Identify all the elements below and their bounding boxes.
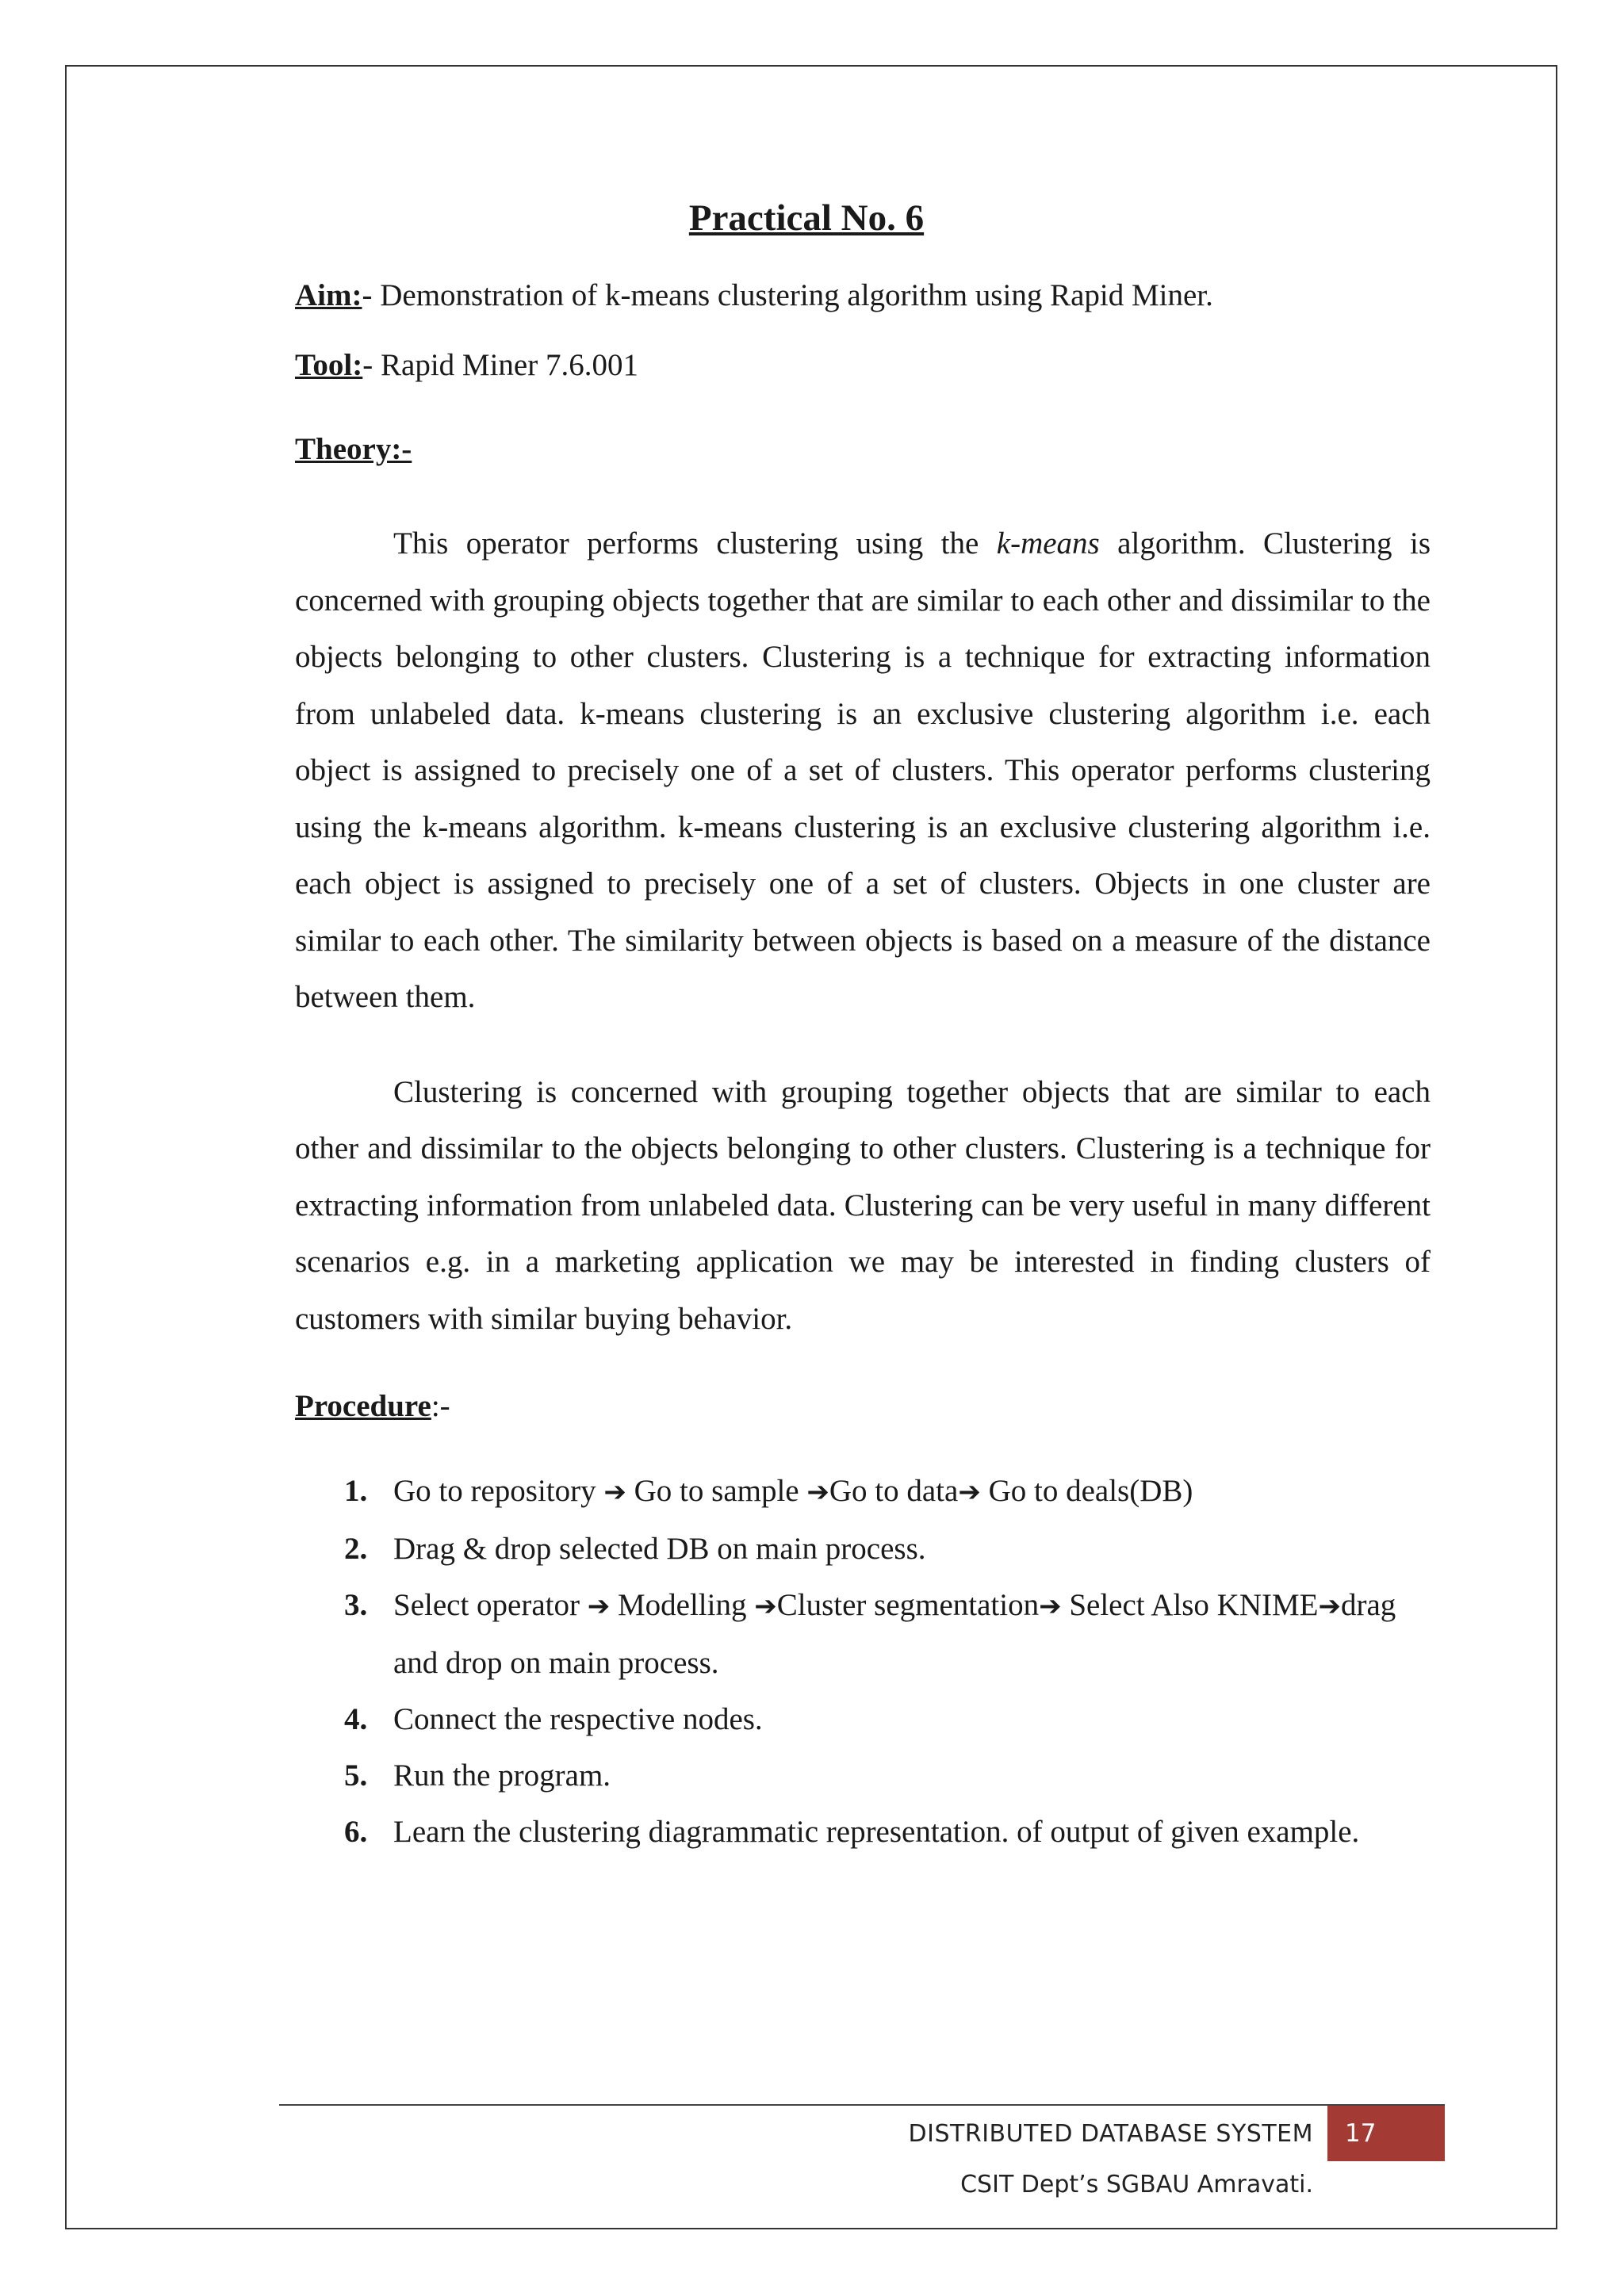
procedure-step-1 bbox=[295, 1463, 1431, 1521]
theory-paragraph-1 bbox=[295, 515, 1431, 1026]
page-number-badge: 17 bbox=[1327, 2106, 1445, 2161]
step-number: 1. bbox=[344, 1474, 368, 1508]
step-text: Go to deals(DB) bbox=[980, 1474, 1193, 1508]
procedure-steps bbox=[295, 1463, 1431, 1860]
step-number: 6. bbox=[344, 1815, 368, 1849]
footer-title: DISTRIBUTED DATABASE SYSTEM bbox=[908, 2120, 1313, 2148]
step-number: 4. bbox=[344, 1702, 368, 1736]
arrow-right-icon: ➔ bbox=[603, 1476, 626, 1508]
tool-label: Tool: bbox=[295, 348, 363, 382]
theory-paragraph-1-rest: algorithm. Clustering is concerned with grouping objects together that are similar to each other and dissimilar to the objects belonging to other clusters. Clustering is a technique for extracting information from unlabeled data. k-means clustering is an exclusive clustering algorithm i.e. each object is assigned to precisely one of a set of clusters. This operator performs clustering using the k-means algorithm. k-means clustering is an exclusive clustering algorithm i.e. each object is assigned to precisely one of a set of clusters. Objects in one cluster are similar to each other. The similarity between objects is based on a measure of the distance between them. bbox=[295, 526, 1431, 1014]
tool-text: - Rapid Miner 7.6.001 bbox=[362, 348, 638, 382]
arrow-right-icon: ➔ bbox=[1318, 1590, 1341, 1622]
step-text: drag and drop on main process. bbox=[393, 1588, 1396, 1680]
theory-heading: Theory:- bbox=[295, 432, 412, 466]
procedure-step-3 bbox=[295, 1577, 1431, 1691]
step-text: Connect the respective nodes. bbox=[393, 1702, 763, 1736]
page-content bbox=[295, 190, 1431, 1860]
arrow-right-icon: ➔ bbox=[587, 1590, 611, 1622]
step-text: Select Also KNIME bbox=[1061, 1588, 1319, 1622]
footer-divider bbox=[279, 2104, 1445, 2106]
step-text: Select operator bbox=[393, 1588, 588, 1622]
k-means-emphasis: k-means bbox=[996, 526, 1100, 561]
step-text: Go to data bbox=[829, 1474, 959, 1508]
tool-line bbox=[295, 346, 1431, 385]
aim-label: Aim: bbox=[295, 278, 362, 312]
step-text: Drag & drop selected DB on main process. bbox=[393, 1532, 926, 1566]
arrow-right-icon: ➔ bbox=[806, 1476, 829, 1508]
procedure-label: Procedure bbox=[295, 1389, 431, 1423]
arrow-right-icon: ➔ bbox=[958, 1476, 981, 1508]
step-number: 2. bbox=[344, 1532, 368, 1566]
procedure-step-6 bbox=[295, 1804, 1431, 1860]
aim-line bbox=[295, 276, 1431, 316]
arrow-right-icon: ➔ bbox=[1039, 1590, 1062, 1622]
footer-department: CSIT Dept’s SGBAU Amravati. bbox=[960, 2171, 1313, 2198]
step-text: Cluster segmentation bbox=[776, 1588, 1040, 1622]
step-number: 5. bbox=[344, 1758, 368, 1793]
step-text: Run the program. bbox=[393, 1758, 611, 1793]
theory-paragraph-1-start: This operator performs clustering using the bbox=[393, 526, 997, 561]
procedure-step-5 bbox=[295, 1747, 1431, 1804]
aim-text: - Demonstration of k-means clustering algorithm using Rapid Miner. bbox=[362, 278, 1213, 312]
theory-paragraph-2: Clustering is concerned with grouping together objects that are similar to each other and dissimilar to the objects belonging to other clusters. Clustering is a technique for extracting information from unlabeled data. Clustering can be very useful in many different scenarios e.g. in a marketing application we may be interested in finding clusters of customers with similar buying behavior. bbox=[295, 1074, 1431, 1336]
arrow-right-icon: ➔ bbox=[754, 1590, 777, 1622]
step-number: 3. bbox=[344, 1588, 368, 1622]
step-text: Modelling bbox=[610, 1588, 755, 1622]
procedure-step-4 bbox=[295, 1691, 1431, 1747]
procedure-suffix: :- bbox=[431, 1389, 450, 1423]
page-title: Practical No. 6 bbox=[688, 197, 925, 239]
step-text: Go to repository bbox=[393, 1474, 604, 1508]
step-text: Learn the clustering diagrammatic representation. of output of given example. bbox=[393, 1815, 1360, 1849]
step-text: Go to sample bbox=[626, 1474, 807, 1508]
procedure-heading bbox=[295, 1387, 1431, 1426]
procedure-step-2 bbox=[295, 1521, 1431, 1577]
